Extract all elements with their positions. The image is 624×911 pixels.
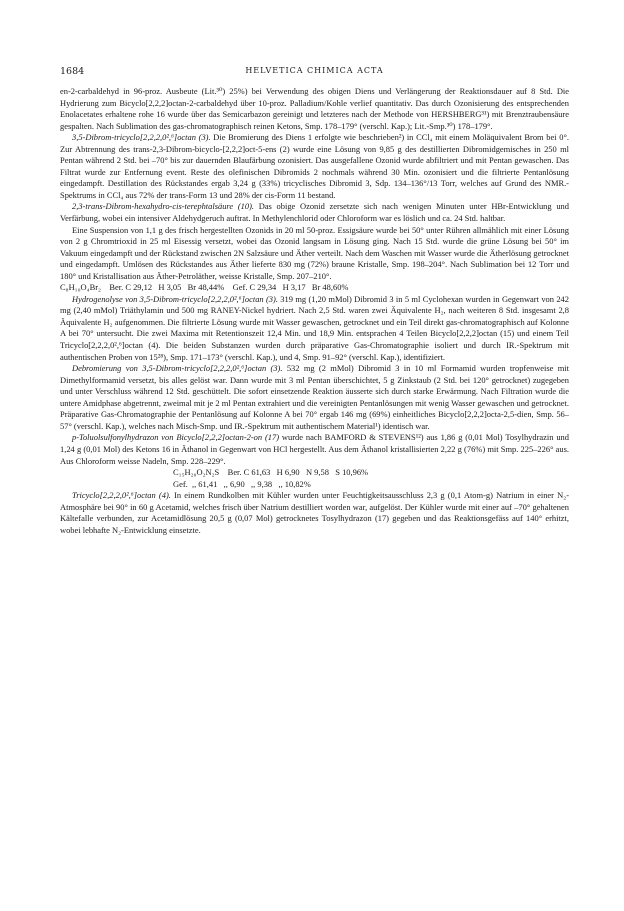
journal-title: HELVETICA CHIMICA ACTA xyxy=(245,66,384,75)
elemental-analysis: C₈H₁₀O₄Br₂ Ber. C 29,12 H 3,05 Br 48,44% Gef. C 29,34 H 3,17 Br 48,60% xyxy=(60,282,349,293)
document-page xyxy=(60,66,569,536)
paragraph: en-2-carbaldehyd in 96-proz. Ausbeute (Lit.³⁰) 25%) bei Verwendung des obigen Diens und Verlängerung der Reaktionsdauer auf 8 Std. Die Hydrierung zum Bicyclo[2,2,2]octan-2-carbaldehyd über 10-proz. Palladium/Kohle verlief quantitativ. Das durch Ozonisierung des entsprechenden Enolacetates erhaltene rohe 16 wurde über das Semicarbazon gereinigt und letzteres nach der Methode von HERSHBERG³¹) mit Brenztraubensäure gespalten. Nach Sublimation des gas-chromatographisch reinen Ketons, Smp. 178–179° (verschl. Kap.); Lit.-Smp.³⁰) 178–179°. xyxy=(60,86,569,131)
section-lead: p-Toluolsulfonylhydrazon von Bicyclo[2,2,2]octan-2-on (17) xyxy=(72,432,280,443)
paragraph: Debromierung von 3,5-Dibrom-tricyclo[2,2,2,0²,⁶]octan (3). 532 mg (2 mMol) Dibromid 3 in 10 ml Formamid wurden tropfenweise mit Dimethylformamid versetzt, bis alles gelöst war. Dann wurde mit 3 ml Pentan überschichtet, 5 g Zinkstaub (2 Std. bei 120° getrocknet) zugegeben und unter Verschluss während 12 Std. geschüttelt. Die sofort einsetzende Reaktion äusserte sich durch starke Erwärmung. Nach Filtration wurde die untere Amidphase abgetrennt, zweimal mit je 2 ml Pentan extrahiert und die vereinigten Pentanlösungen mit wenig Wasser gewaschen und getrocknet. Präparative Gas-Chromatographie der Pentanlösung auf Kolonne A bei 70° ergab 146 mg (69%) einheitliches Bicyclo[2,2,2]octa-2,5-dien, Smp. 56–57° (verschl. Kap.), welches nach Misch-Smp. und IR.-Spektrum mit authentischem Material¹) identisch war. xyxy=(60,363,569,431)
article-body xyxy=(60,86,569,536)
section-lead: 3,5-Dibrom-tricyclo[2,2,2,0²,⁶]octan (3). xyxy=(72,132,211,143)
section-lead: 2,3-trans-Dibrom-hexahydro-cis-terephtalsäure (10). xyxy=(72,201,255,212)
paragraph: Eine Suspension von 1,1 g des frisch hergestellten Ozonids in 20 ml 50-proz. Essigsäure wurde bei 50° unter Rühren allmählich mit einer Lösung von 2 g Chromtrioxid in 25 ml Eisessig versetzt, wobei das Ozonid langsam in Lösung ging. Nach 15 Std. wurde die grüne Lösung bei 50° im Vakuum eingedampft und der Rückstand zwischen 2N Salzsäure und Äther verteilt. Nach dem Waschen mit Wasser wurde die Ätherlösung getrocknet und eingedampft. Umlösen des Rückstandes aus Äther lieferte 830 mg (72%) braune Kristalle, Smp. 198–204°. Nach Sublimation bei 12 Torr und 180° und Kristallisation aus Äther-Petroläther, weisse Kristalle, Smp. 207–210°. xyxy=(60,224,569,281)
page-header xyxy=(60,66,569,80)
elemental-analysis: C₁₅H₂₀O₂N₂S Ber. C 61,63 H 6,90 N 9,58 S 10,96% xyxy=(173,467,369,478)
paragraph: Hydrogenolyse von 3,5-Dibrom-tricyclo[2,2,2,0²,⁶]octan (3). 319 mg (1,20 mMol) Dibromid 3 in 5 ml Cyclohexan wurden in Gegenwart von 242 mg (2,40 mMol) Triäthylamin und 500 mg RANEY-Nickel hydriert. Nach 2,5 Std. waren zwei Äquivalente H₂, nach weiteren 8 Std. insgesamt 2,8 Äquivalente H₂ aufgenommen. Die filtrierte Lösung wurde mit Wasser gewaschen, getrocknet und ein Teil direkt gas-chromatographisch auf Kolonne A bei 70° untersucht. Die zwei Maxima mit Retentionszeit 12,4 Min. und 18,9 Min. entsprachen 4 Teilen Bicyclo[2,2,2]octan (15) und einem Teil Tricyclo[2,2,2,0²,⁶]octan (4). Die beiden Substanzen wurden durch präparative Gas-Chromatographie isoliert und durch IR.-Spektrum mit authentischen Proben von 15²⁸), Smp. 171–173° (verschl. Kap.), und 4, Smp. 91–92° (verschl. Kap.), identifiziert. xyxy=(60,293,569,362)
paragraph: Tricyclo[2,2,2,0²,⁶]octan (4). In einem Rundkolben mit Kühler wurden unter Feuchtigkeitsausschluss 2,3 g (0,1 Atom-g) Natrium in einer N₂-Atmosphäre bei 90° in 60 g Acetamid, welches frisch über Natrium destilliert worden war, aufgelöst. Der Kühler wurde mit einer auf –70° gehaltenen Kältefalle verbunden, zur Acetamidlösung 20,5 g (0,07 Mol) getrocknetes Tosylhydrazon (17) gegeben und das Reaktionsgefäss auf 140° erhitzt, wobei lebhafte N₂-Entwicklung einsetzte. xyxy=(60,490,569,535)
section-lead: Tricyclo[2,2,2,0²,⁶]octan (4). xyxy=(72,490,171,501)
elemental-analysis: Gef. ,, 61,41 ,, 6,90 ,, 9,38 ,, 10,82% xyxy=(173,478,311,489)
section-lead: Hydrogenolyse von 3,5-Dibrom-tricyclo[2,2,2,0²,⁶]octan (3). xyxy=(72,293,278,304)
paragraph: 2,3-trans-Dibrom-hexahydro-cis-terephtalsäure (10). Das obige Ozonid zersetzte sich nach wenigen Minuten unter HBr-Entwicklung und Verfärbung, wobei ein intensiver Aldehydgeruch auftrat. In Methylenchlorid oder Chloroform war es löslich und ca. 24 Std. haltbar. xyxy=(60,201,569,224)
paragraph: p-Toluolsulfonylhydrazon von Bicyclo[2,2,2]octan-2-on (17) wurde nach BAMFORD & STEVENS¹²) aus 1,86 g (0,01 Mol) Tosylhydrazin und 1,24 g (0,01 Mol) des Ketons 16 in Äthanol in Gegenwart von HCl hergestellt. Aus dem Äthanol kristallisierten 2,22 g (76%) mit Smp. 225–226° aus. Aus Chloroform weisse Nadeln, Smp. 228–229°. xyxy=(60,432,569,466)
paragraph: 3,5-Dibrom-tricyclo[2,2,2,0²,⁶]octan (3). Die Bromierung des Diens 1 erfolgte wie beschrieben²) in CCl₄ mit einem Moläquivalent Brom bei 0°. Zur Abtrennung des trans-2,3-Dibrom-bicyclo-[2,2,2]oct-5-ens (2) wurde eine Lösung von 9,85 g des destillierten Dibromidgemisches in 250 ml Pentan während 2 Std. bei –70° bis zur dauernden Blaufärbung ozonisiert. Das ausgefallene Ozonid wurde abfiltriert und mit Pentan gewaschen. Das Filtrat wurde zur Entfernung event. Reste des olefinischen Dibromids 2 nochmals während 30 Min. ozonisiert und die filtrierte Pentanlösung eingedampft. Destillation des Rückstandes ergab 3,24 g (33%) tricyclisches Dibromid 3, Sdp. 134–136°/13 Torr, welches auf Grund des NMR.-Spektrums in CCl₄ aus 72% der trans-Form 13 und 28% der cis-Form 11 bestand. xyxy=(60,132,569,200)
section-lead: Debromierung von 3,5-Dibrom-tricyclo[2,2,2,0²,⁶]octan (3). xyxy=(72,363,283,374)
page-number: 1684 xyxy=(60,66,85,77)
